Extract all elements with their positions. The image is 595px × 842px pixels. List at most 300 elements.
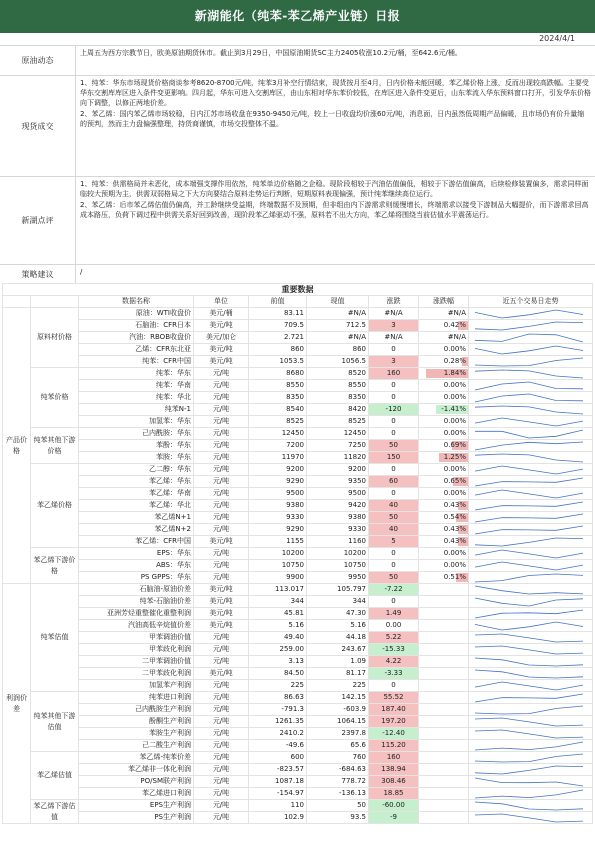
change-value: 0	[369, 548, 419, 560]
curr-value: 225	[307, 680, 369, 692]
data-name-cell: 苯乙烯：华南	[79, 488, 194, 500]
column-header: 现值	[307, 296, 369, 308]
sparkline-path	[475, 706, 583, 714]
sparkline-path	[475, 790, 583, 798]
table-row	[3, 392, 593, 404]
group-label: 产品价格	[3, 308, 31, 584]
data-name-cell: 石脑油-原油价差	[79, 584, 194, 596]
change-value: 50	[369, 572, 419, 584]
sparkline	[471, 345, 587, 355]
sparkline	[471, 705, 587, 715]
data-name-cell: 乙烯：CFR东北亚	[79, 344, 194, 356]
trend-cell	[469, 512, 593, 524]
change-pct	[419, 812, 469, 824]
table-row	[3, 620, 593, 632]
sparkline	[471, 717, 587, 727]
table-row	[3, 800, 593, 812]
change-value: 160	[369, 752, 419, 764]
table-row	[3, 656, 593, 668]
sparkline-path	[475, 586, 583, 594]
curr-value: 10200	[307, 548, 369, 560]
sparkline-path	[475, 538, 583, 546]
change-pct-text: 0.00%	[443, 561, 466, 569]
curr-value: 9950	[307, 572, 369, 584]
sparkline	[471, 357, 587, 367]
change-pct	[419, 560, 469, 572]
data-name-cell: 汽油高低辛烷值价差	[79, 620, 194, 632]
curr-value: 12450	[307, 428, 369, 440]
change-pct	[419, 512, 469, 524]
sparkline-path	[475, 682, 583, 690]
section-text	[75, 177, 595, 264]
data-name-cell: 苯胺生产利润	[79, 728, 194, 740]
change-pct-text: #N/A	[447, 333, 466, 341]
sparkline-path	[475, 490, 583, 498]
change-pct	[419, 668, 469, 680]
table-row	[3, 740, 593, 752]
unit-cell: 美元/吨	[194, 620, 249, 632]
change-pct	[419, 692, 469, 704]
sparkline	[471, 645, 587, 655]
trend-cell	[469, 368, 593, 380]
sparkline-path	[475, 646, 583, 654]
trend-cell	[469, 536, 593, 548]
prev-value: 3.13	[249, 656, 307, 668]
sparkline-path	[475, 394, 583, 402]
trend-cell	[469, 332, 593, 344]
change-pct	[419, 320, 469, 332]
table-row	[3, 308, 593, 320]
sparkline-path	[475, 442, 583, 450]
change-pct-text: 0.43%	[443, 525, 466, 533]
sparkline-path	[475, 382, 583, 390]
sparkline-path	[475, 346, 583, 354]
sparkline	[471, 621, 587, 631]
prev-value: 45.81	[249, 608, 307, 620]
sparkline	[471, 453, 587, 463]
change-pct-text: 1.84%	[443, 369, 466, 377]
trend-cell	[469, 416, 593, 428]
data-name-cell: PS GPPS：华东	[79, 572, 194, 584]
change-value: 40	[369, 500, 419, 512]
column-header: 近五个交易日走势	[469, 296, 593, 308]
sparkline	[471, 393, 587, 403]
trend-cell	[469, 800, 593, 812]
data-name-cell: PO/SM联产利润	[79, 776, 194, 788]
category-label: 纯苯其他下游估值	[31, 692, 79, 752]
sparkline-path	[475, 634, 583, 642]
curr-value: 760	[307, 752, 369, 764]
data-name-cell: 己二酸生产利润	[79, 740, 194, 752]
table-row	[3, 524, 593, 536]
prev-value: -823.57	[249, 764, 307, 776]
sparkline-path	[475, 562, 583, 570]
sparkline-path	[475, 418, 583, 426]
change-pct	[419, 704, 469, 716]
change-pct	[419, 392, 469, 404]
curr-value: -603.9	[307, 704, 369, 716]
change-value: 0	[369, 392, 419, 404]
table-row	[3, 368, 593, 380]
data-name-cell: 酚酮生产利润	[79, 716, 194, 728]
table-row	[3, 632, 593, 644]
trend-cell	[469, 728, 593, 740]
commentary-section	[0, 75, 595, 176]
unit-cell: 元/吨	[194, 788, 249, 800]
section-paragraph: /	[80, 268, 83, 276]
prev-value: 113.017	[249, 584, 307, 596]
commentary-section	[0, 264, 595, 283]
unit-cell: 美元/桶	[194, 308, 249, 320]
change-pct-text: 0.28%	[443, 357, 466, 365]
sparkline-path	[475, 694, 583, 702]
data-name-cell: 汽油：RBOB收盘价	[79, 332, 194, 344]
commentary-section	[0, 176, 595, 264]
sparkline	[471, 501, 587, 511]
table-row	[3, 764, 593, 776]
sparkline-path	[475, 322, 583, 330]
change-pct	[419, 644, 469, 656]
prev-value: 1053.5	[249, 356, 307, 368]
data-name-cell: 苯乙烯：华东	[79, 476, 194, 488]
prev-value: 9290	[249, 524, 307, 536]
change-value: -15.33	[369, 644, 419, 656]
data-name-cell: 纯苯：华北	[79, 392, 194, 404]
prev-value: 1261.35	[249, 716, 307, 728]
trend-cell	[469, 704, 593, 716]
trend-cell	[469, 596, 593, 608]
table-row	[3, 560, 593, 572]
trend-cell	[469, 740, 593, 752]
sparkline-path	[475, 814, 583, 822]
trend-cell	[469, 620, 593, 632]
curr-value: 93.5	[307, 812, 369, 824]
change-pct	[419, 488, 469, 500]
change-value: 0	[369, 680, 419, 692]
prev-value: 110	[249, 800, 307, 812]
data-name-cell: 甲苯歧化利润	[79, 644, 194, 656]
change-pct	[419, 524, 469, 536]
prev-value: 5.16	[249, 620, 307, 632]
change-pct-text: 0.65%	[443, 477, 466, 485]
trend-cell	[469, 464, 593, 476]
section-label: 原油动态	[0, 46, 75, 75]
sparkline-path	[475, 754, 583, 762]
table-row	[3, 380, 593, 392]
data-name-cell: 己内酰胺：华东	[79, 428, 194, 440]
sparkline-path	[475, 778, 583, 786]
trend-cell	[469, 356, 593, 368]
data-name-cell: 甲苯调油价值	[79, 632, 194, 644]
data-name-cell: 苯乙烯进口利润	[79, 788, 194, 800]
curr-value: 11820	[307, 452, 369, 464]
prev-value: 11970	[249, 452, 307, 464]
table-row	[3, 476, 593, 488]
category-label: 苯乙烯下游价格	[31, 548, 79, 584]
data-name-cell: 乙二醇：华东	[79, 464, 194, 476]
sparkline	[471, 813, 587, 823]
table-title: 重要数据	[3, 284, 593, 296]
data-name-cell: 苯乙烯N+1	[79, 512, 194, 524]
table-row	[3, 668, 593, 680]
change-pct	[419, 440, 469, 452]
sparkline	[471, 741, 587, 751]
change-pct	[419, 500, 469, 512]
table-row	[3, 344, 593, 356]
unit-cell: 美元/加仑	[194, 332, 249, 344]
trend-cell	[469, 428, 593, 440]
change-value: 0	[369, 416, 419, 428]
change-pct	[419, 356, 469, 368]
category-label: 原料材价格	[31, 308, 79, 368]
trend-cell	[469, 632, 593, 644]
sparkline-path	[475, 766, 583, 774]
table-row	[3, 608, 593, 620]
change-value: 18.85	[369, 788, 419, 800]
commentary-section	[0, 45, 595, 75]
data-name-cell: EPS：华东	[79, 548, 194, 560]
sparkline	[471, 513, 587, 523]
unit-cell: 元/吨	[194, 764, 249, 776]
table-row	[3, 572, 593, 584]
change-value: 3	[369, 320, 419, 332]
unit-cell: 元/吨	[194, 428, 249, 440]
change-value: 308.46	[369, 776, 419, 788]
unit-cell: 元/吨	[194, 572, 249, 584]
prev-value: 7200	[249, 440, 307, 452]
data-name-cell: EPS生产利润	[79, 800, 194, 812]
table-row	[3, 596, 593, 608]
trend-cell	[469, 608, 593, 620]
data-name-cell: 纯苯进口利润	[79, 692, 194, 704]
category-label: 苯乙烯下游估值	[31, 800, 79, 824]
prev-value: 225	[249, 680, 307, 692]
prev-value: 9200	[249, 464, 307, 476]
prev-value: 49.40	[249, 632, 307, 644]
data-name-cell: 纯苯-石脑油价差	[79, 596, 194, 608]
change-pct-text: 0.00%	[443, 381, 466, 389]
change-value: #N/A	[369, 332, 419, 344]
table-row	[3, 728, 593, 740]
category-label: 纯苯其他下游价格	[31, 428, 79, 464]
change-value: 0	[369, 344, 419, 356]
change-pct	[419, 536, 469, 548]
sparkline	[471, 465, 587, 475]
curr-value: 8520	[307, 368, 369, 380]
table-row	[3, 452, 593, 464]
sparkline-path	[475, 802, 583, 810]
curr-value: 344	[307, 596, 369, 608]
sparkline-path	[475, 742, 583, 750]
trend-cell	[469, 392, 593, 404]
prev-value: 83.11	[249, 308, 307, 320]
unit-cell: 元/吨	[194, 512, 249, 524]
data-name-cell: 石脑油：CFR日本	[79, 320, 194, 332]
unit-cell: 元/吨	[194, 680, 249, 692]
change-pct-text: 0.54%	[443, 513, 466, 521]
curr-value: 1160	[307, 536, 369, 548]
change-pct-text: 0.69%	[443, 441, 466, 449]
sparkline-path	[475, 454, 583, 462]
table-row	[3, 464, 593, 476]
change-pct-text: 0.00%	[443, 393, 466, 401]
change-value: -12.40	[369, 728, 419, 740]
change-value: 0.00	[369, 620, 419, 632]
section-text	[75, 46, 595, 75]
prev-value: -154.97	[249, 788, 307, 800]
trend-cell	[469, 680, 593, 692]
prev-value: 9900	[249, 572, 307, 584]
unit-cell: 元/吨	[194, 476, 249, 488]
curr-value: 44.18	[307, 632, 369, 644]
change-value: 3	[369, 356, 419, 368]
change-pct	[419, 728, 469, 740]
sparkline	[471, 417, 587, 427]
sparkline-path	[475, 658, 583, 666]
change-pct-text: 0.00%	[443, 345, 466, 353]
curr-value: 712.5	[307, 320, 369, 332]
curr-value: 8420	[307, 404, 369, 416]
data-name-cell: 纯苯：华东	[79, 368, 194, 380]
trend-cell	[469, 572, 593, 584]
curr-value: 10750	[307, 560, 369, 572]
trend-cell	[469, 776, 593, 788]
prev-value: 2.721	[249, 332, 307, 344]
change-value: #N/A	[369, 308, 419, 320]
sparkline	[471, 633, 587, 643]
sparkline	[471, 489, 587, 499]
curr-value: 47.30	[307, 608, 369, 620]
sparkline-path	[475, 622, 583, 630]
prev-value: 709.5	[249, 320, 307, 332]
change-pct	[419, 428, 469, 440]
trend-cell	[469, 500, 593, 512]
trend-cell	[469, 404, 593, 416]
curr-value: 9350	[307, 476, 369, 488]
data-name-cell: PS生产利润	[79, 812, 194, 824]
table-row	[3, 812, 593, 824]
curr-value: 9200	[307, 464, 369, 476]
table-row	[3, 332, 593, 344]
key-data-table	[2, 283, 593, 824]
sparkline-path	[475, 526, 583, 534]
change-pct-text: 0.00%	[443, 417, 466, 425]
sparkline-path	[475, 550, 583, 558]
prev-value: 259.00	[249, 644, 307, 656]
table-row	[3, 644, 593, 656]
table-row	[3, 680, 593, 692]
unit-cell: 元/吨	[194, 548, 249, 560]
sparkline	[471, 789, 587, 799]
unit-cell: 美元/吨	[194, 608, 249, 620]
curr-value: 243.67	[307, 644, 369, 656]
trend-cell	[469, 560, 593, 572]
unit-cell: 美元/吨	[194, 344, 249, 356]
column-header: 涨跌	[369, 296, 419, 308]
trend-cell	[469, 320, 593, 332]
change-pct-text: 0.43%	[443, 537, 466, 545]
change-value: -7.22	[369, 584, 419, 596]
trend-cell	[469, 476, 593, 488]
change-pct-text: 1.25%	[443, 453, 466, 461]
category-label: 纯苯估值	[31, 584, 79, 692]
prev-value: 8550	[249, 380, 307, 392]
data-name-cell: 加氢苯：华东	[79, 416, 194, 428]
prev-value: 84.50	[249, 668, 307, 680]
unit-cell: 元/吨	[194, 380, 249, 392]
change-value: 0	[369, 596, 419, 608]
change-value: 0	[369, 560, 419, 572]
change-pct	[419, 368, 469, 380]
change-pct	[419, 548, 469, 560]
change-pct-text: 0.00%	[443, 465, 466, 473]
trend-cell	[469, 812, 593, 824]
column-header: 数据名称	[79, 296, 194, 308]
change-pct-text: 0.00%	[443, 489, 466, 497]
change-pct	[419, 332, 469, 344]
curr-value: 7250	[307, 440, 369, 452]
sparkline	[471, 561, 587, 571]
change-pct-text: #N/A	[447, 309, 466, 317]
sparkline	[471, 765, 587, 775]
change-value: 138.94	[369, 764, 419, 776]
data-name-cell: 苯胺：华东	[79, 452, 194, 464]
curr-value: 860	[307, 344, 369, 356]
sparkline-path	[475, 598, 583, 606]
commentary-sections	[0, 45, 595, 283]
change-value: 0	[369, 488, 419, 500]
unit-cell: 美元/吨	[194, 356, 249, 368]
prev-value: 12450	[249, 428, 307, 440]
prev-value: -49.6	[249, 740, 307, 752]
prev-value: 344	[249, 596, 307, 608]
curr-value: 9500	[307, 488, 369, 500]
sparkline-path	[475, 718, 583, 726]
change-value: 55.52	[369, 692, 419, 704]
sparkline-path	[475, 430, 583, 438]
change-pct	[419, 416, 469, 428]
change-value: 187.40	[369, 704, 419, 716]
blank-cell	[31, 296, 79, 308]
prev-value: 8350	[249, 392, 307, 404]
change-pct	[419, 572, 469, 584]
change-value: 0	[369, 464, 419, 476]
unit-cell: 元/吨	[194, 632, 249, 644]
prev-value: 9290	[249, 476, 307, 488]
unit-cell: 元/吨	[194, 560, 249, 572]
prev-value: 2410.2	[249, 728, 307, 740]
trend-cell	[469, 668, 593, 680]
sparkline-path	[475, 502, 583, 510]
change-value: 197.20	[369, 716, 419, 728]
table-row	[3, 404, 593, 416]
change-pct	[419, 464, 469, 476]
unit-cell: 元/吨	[194, 404, 249, 416]
change-value: 60	[369, 476, 419, 488]
curr-value: 81.17	[307, 668, 369, 680]
sparkline-path	[475, 730, 583, 738]
data-name-cell: 苯乙烯非一体化利润	[79, 764, 194, 776]
prev-value: -791.3	[249, 704, 307, 716]
trend-cell	[469, 380, 593, 392]
data-name-cell: 苯乙烯：CFR中国	[79, 536, 194, 548]
table-row	[3, 320, 593, 332]
data-name-cell: 纯苯：华南	[79, 380, 194, 392]
curr-value: 8550	[307, 380, 369, 392]
section-paragraph: 1、纯苯：供需格局并未恶化，成本端强支撑作用依然，纯苯单边价格随之企稳。现阶段相较于汽油估值偏低，相较于下游估值偏高，后续检修装置偏多，需求同样面临较大预期为主，供需双弱格局之下大方向要结合原料走势运行判断，短期原料表现偏强，预计纯苯继续高位运行。	[80, 180, 589, 198]
trend-cell	[469, 644, 593, 656]
data-name-cell: 苯乙烯N+2	[79, 524, 194, 536]
